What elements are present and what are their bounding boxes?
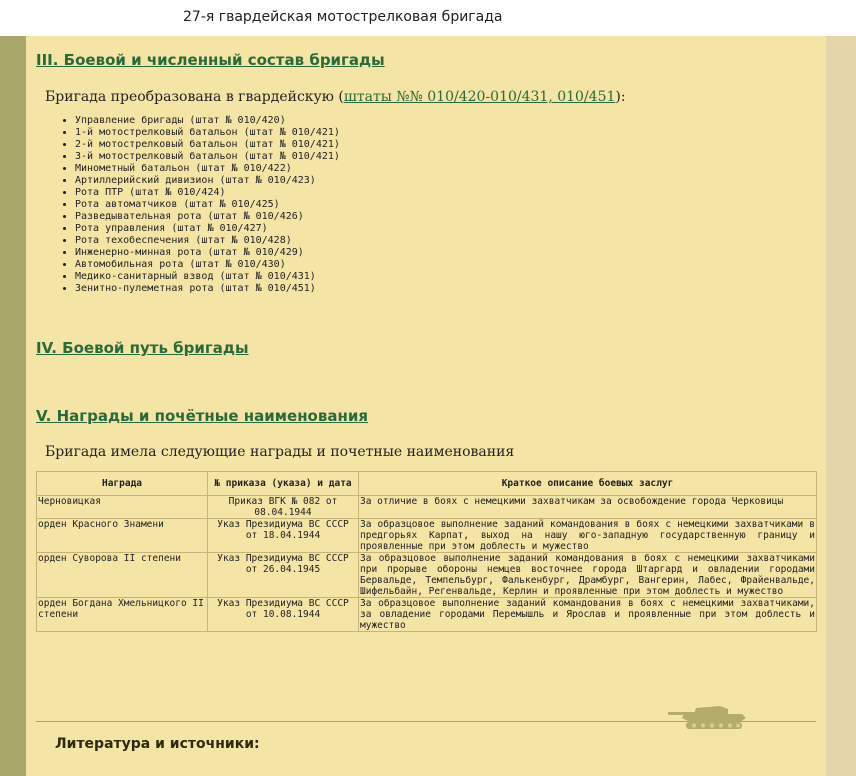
right-border-band: [826, 36, 856, 776]
description-cell: За образцовое выполнение заданий командования в боях с немецкими захватчиками в предгорьях Карпат, выход на нашу юго-западную государственную границу и проявленные при этом доблесть и мужество: [360, 519, 815, 552]
list-item: • Артиллерийский дивизион (штат № 010/423): [75, 175, 340, 187]
section-5-intro: Бригада имела следующие награды и почетные наименования: [45, 444, 515, 460]
list-item: • 3-й мотострелковый батальон (штат № 010/421): [75, 151, 340, 163]
column-header-order: № приказа (указа) и дата: [208, 472, 359, 496]
page-content: [26, 36, 826, 776]
table-row: [37, 519, 817, 553]
window-title: 27-я гвардейская мотострелковая бригада: [183, 9, 503, 25]
section-4-heading-link[interactable]: IV. Боевой путь бригады: [36, 339, 249, 357]
list-item: • Инженерно-минная рота (штат № 010/429): [75, 247, 340, 259]
awards-table: [36, 471, 817, 632]
list-item: • Рота автоматчиков (штат № 010/425): [75, 199, 340, 211]
order-cell: Приказ ВГК № 082 от 08.04.1944: [208, 496, 359, 519]
list-item: • Минометный батальон (штат № 010/422): [75, 163, 340, 175]
table-row: [37, 553, 817, 598]
list-item: • Управление бригады (штат № 010/420): [75, 115, 340, 127]
section-3-heading-link[interactable]: III. Боевой и численный состав бригады: [36, 51, 385, 69]
section-5-heading-link[interactable]: V. Награды и почётные наименования: [36, 407, 368, 425]
list-item: • Разведывательная рота (штат № 010/426): [75, 211, 340, 223]
staff-numbers-link[interactable]: штаты №№ 010/420-010/431, 010/451: [343, 89, 616, 105]
list-item: • Зенитно-пулеметная рота (штат № 010/451): [75, 283, 340, 295]
list-item: • 2-й мотострелковый батальон (штат № 010/421): [75, 139, 340, 151]
left-border-band: [0, 36, 26, 776]
order-cell: Указ Президиума ВС СССР от 18.04.1944: [208, 519, 359, 553]
tank-icon: [666, 700, 748, 732]
intro-suffix: ):: [615, 89, 626, 105]
list-item: • Рота управления (штат № 010/427): [75, 223, 340, 235]
table-row: [37, 598, 817, 632]
award-cell: орден Красного Знамени: [37, 519, 208, 553]
award-cell: орден Суворова II степени: [37, 553, 208, 598]
award-cell: орден Богдана Хмельницкого II степени: [37, 598, 208, 632]
order-cell: Указ Президиума ВС СССР от 10.08.1944: [208, 598, 359, 632]
intro-prefix: Бригада преобразована в гвардейскую (: [45, 89, 344, 105]
table-header-row: [37, 472, 817, 496]
unit-list: [36, 115, 340, 295]
award-cell: Черновицкая: [37, 496, 208, 519]
list-item: • Рота ПТР (штат № 010/424): [75, 187, 340, 199]
list-item: • Автомобильная рота (штат № 010/430): [75, 259, 340, 271]
literature-heading: Литература и источники:: [55, 736, 260, 752]
order-cell: Указ Президиума ВС СССР от 26.04.1945: [208, 553, 359, 598]
list-item: • 1-й мотострелковый батальон (штат № 010/421): [75, 127, 340, 139]
window-titlebar: [0, 0, 856, 37]
list-item: • Медико-санитарный взвод (штат № 010/431): [75, 271, 340, 283]
column-header-award: Награда: [37, 472, 208, 496]
table-row: [37, 496, 817, 519]
description-cell: За образцовое выполнение заданий командования в боях с немецкими захватчиками при прорыве обороны немцев восточнее города Штаргард и овладении городами Бервальде, Темпельбург, Фалькенбург, Драмбург, Вангерин, Лабес, Фрайенвальде, Шифельбайн, Регенвальде, Керлин и проявленные при этом доблесть и мужество: [360, 553, 815, 597]
list-item: • Рота техобеспечения (штат № 010/428): [75, 235, 340, 247]
column-header-description: Краткое описание боевых заслуг: [359, 472, 817, 496]
description-cell: За образцовое выполнение заданий командования в боях с немецкими захватчиками, за овладение городами Перемышль и Ярослав и проявленные при этом доблесть и мужество: [360, 598, 815, 631]
description-cell: За отличие в боях с немецкими захватчикам за освобождение города Черковицы: [359, 496, 817, 519]
section-3-intro: [45, 89, 626, 105]
